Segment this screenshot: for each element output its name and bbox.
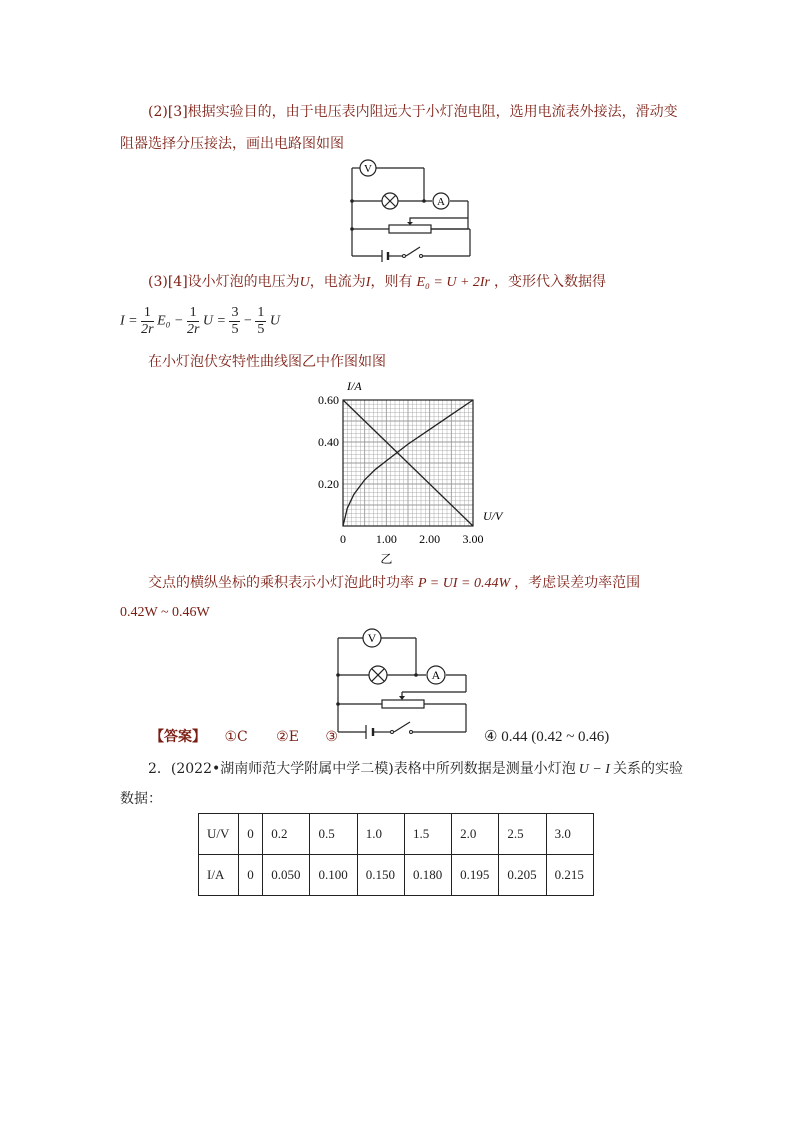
para1-line1: (2)[3]根据实验目的，由于电压表内阻远大于小灯泡电阻，选用电流表外接法，滑动变 bbox=[148, 104, 678, 120]
rheostat-icon bbox=[382, 700, 424, 708]
x-tick-label: 2.00 bbox=[419, 532, 441, 546]
answer-1: ①C bbox=[224, 729, 248, 745]
voltmeter-label: V bbox=[364, 163, 372, 175]
rheostat-icon bbox=[389, 225, 431, 233]
table-cell: 0.100 bbox=[310, 855, 357, 896]
answer-label: 【答案】 bbox=[150, 729, 206, 745]
table-cell: 0 bbox=[239, 855, 263, 896]
answer-line bbox=[150, 727, 338, 747]
q2-line2: 数据： bbox=[120, 791, 162, 807]
answer-4: ④ 0.44 (0.42 ~ 0.46) bbox=[484, 729, 610, 745]
table-cell: 0.205 bbox=[499, 855, 546, 896]
table-cell: 0.150 bbox=[357, 855, 404, 896]
table-cell: 0.5 bbox=[310, 814, 357, 855]
y-tick-label: 0.20 bbox=[318, 477, 339, 491]
table-cell: 0 bbox=[239, 814, 263, 855]
iv-chart bbox=[308, 374, 518, 566]
table-cell: I/A bbox=[199, 855, 239, 896]
y-axis-label: I/A bbox=[347, 379, 362, 393]
x-tick-label: 3.00 bbox=[462, 532, 484, 546]
origin-label: 0 bbox=[340, 532, 346, 546]
circuit-diagram-1 bbox=[340, 152, 480, 262]
table-cell: 0.050 bbox=[263, 855, 310, 896]
table-cell: 2.5 bbox=[499, 814, 546, 855]
table-cell: 3.0 bbox=[546, 814, 593, 855]
answer-2: ②E bbox=[276, 729, 299, 745]
para2-line: (3)[4]设小灯泡的电压为U，电流为I，则有 E₀ = U + 2Ir ，变形代入数据得 bbox=[148, 274, 607, 290]
q2-line1: 2．(2022•湖南师范大学附属中学二模)表格中所列数据是测量小灯泡 U − I 关系的实验 bbox=[148, 761, 683, 777]
table-cell: 0.180 bbox=[404, 855, 451, 896]
para4-line1: 交点的横纵坐标的乘积表示小灯泡此时功率 P = UI = 0.44W ，考虑误差功率范围 bbox=[148, 575, 641, 591]
table-cell: 1.5 bbox=[404, 814, 451, 855]
data-table bbox=[198, 813, 594, 896]
formula-line: I = $\frac{1}{2r}$ E₀ − $\frac{1}{2r}$ U = $\frac{3}{5}$ − $\frac{1}{5}$ U bbox=[120, 305, 280, 337]
table-row bbox=[199, 855, 594, 896]
table-cell: 2.0 bbox=[452, 814, 499, 855]
table-row bbox=[199, 814, 594, 855]
ammeter-label: A bbox=[437, 196, 445, 208]
table-cell: 0.2 bbox=[263, 814, 310, 855]
para3: 在小灯泡伏安特性曲线图乙中作图如图 bbox=[148, 354, 386, 370]
ammeter-label: A bbox=[431, 668, 441, 682]
chart-caption: 乙 bbox=[380, 552, 393, 566]
x-tick-label: 1.00 bbox=[375, 532, 397, 546]
table-cell: U/V bbox=[199, 814, 239, 855]
y-tick-label: 0.40 bbox=[318, 435, 339, 449]
voltmeter-label: V bbox=[367, 631, 377, 645]
x-axis-label: U/V bbox=[483, 509, 503, 523]
para4-line2: 0.42W ~ 0.46W bbox=[120, 605, 210, 620]
y-tick-label: 0.60 bbox=[318, 393, 339, 407]
table-cell: 0.195 bbox=[452, 855, 499, 896]
para1-line2: 阻器选择分压接法，画出电路图如图 bbox=[120, 136, 344, 152]
table-cell: 0.215 bbox=[546, 855, 593, 896]
answer-3: ③ bbox=[325, 729, 338, 745]
circuit-diagram-2 bbox=[326, 622, 476, 744]
table-cell: 1.0 bbox=[357, 814, 404, 855]
